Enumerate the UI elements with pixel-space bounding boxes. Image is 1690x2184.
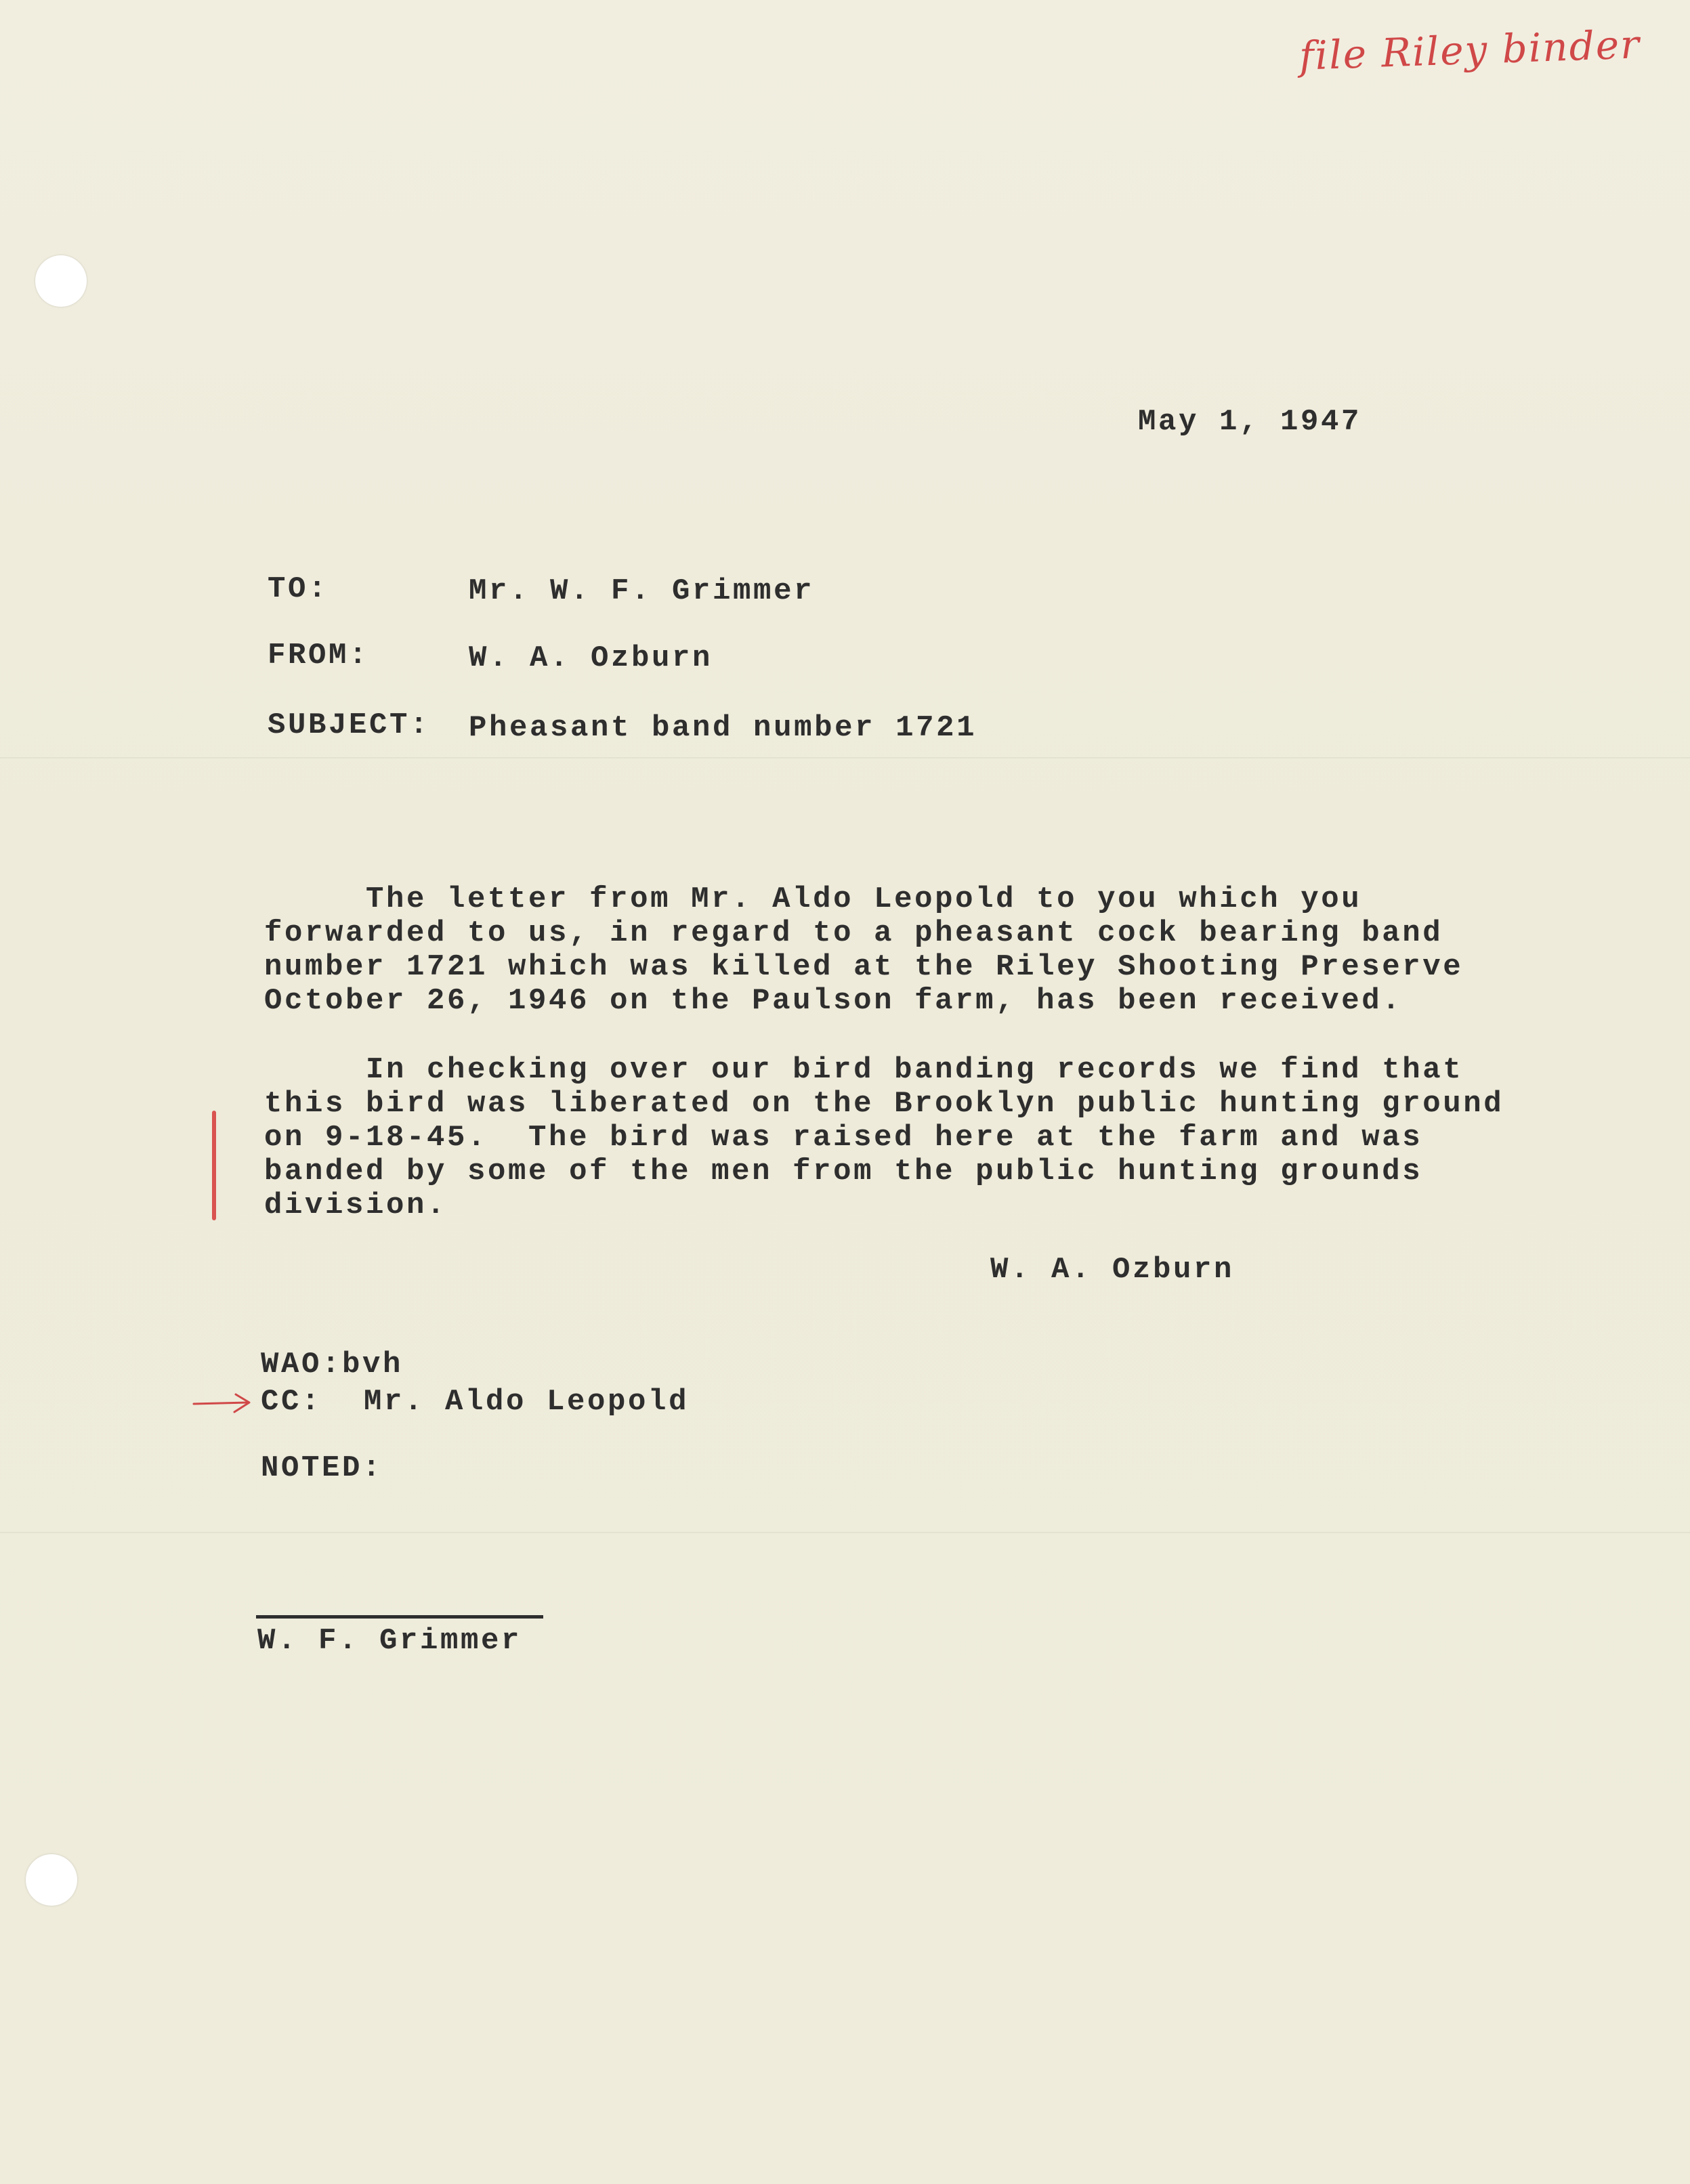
noted-label: NOTED: (261, 1451, 383, 1485)
cc-value: Mr. Aldo Leopold (364, 1385, 690, 1419)
body-line: The letter from Mr. Aldo Leopold to you which you (264, 882, 1362, 916)
signature-line (256, 1615, 543, 1619)
handwritten-annotation: file Riley binder (1298, 21, 1641, 79)
body-line: forwarded to us, in regard to a pheasant cock bearing band (264, 916, 1443, 950)
letter-date: May 1, 1947 (1138, 405, 1362, 439)
red-arrow-icon (191, 1390, 256, 1415)
body-line: October 26, 1946 on the Paulson farm, has been received. (264, 984, 1403, 1018)
body-line: this bird was liberated on the Brooklyn public hunting ground (264, 1087, 1504, 1121)
from-value: W. A. Ozburn (469, 641, 713, 675)
paper-fold-line (0, 1532, 1690, 1533)
punch-hole (35, 255, 87, 307)
red-margin-mark (212, 1111, 216, 1220)
signature-block: W. A. Ozburn (990, 1253, 1235, 1287)
body-line: In checking over our bird banding records we find that (264, 1053, 1464, 1087)
punch-hole (26, 1854, 77, 1906)
from-label: FROM: (268, 639, 370, 672)
to-label: TO: (268, 572, 329, 606)
subject-value: Pheasant band number 1721 (469, 711, 977, 745)
cc-label: CC: (261, 1385, 322, 1419)
to-value: Mr. W. F. Grimmer (469, 574, 815, 608)
body-line: division. (264, 1189, 448, 1222)
body-line: banded by some of the men from the public hunting grounds (264, 1155, 1423, 1189)
typist-initials: WAO:bvh (261, 1348, 404, 1382)
body-line: number 1721 which was killed at the Riley Shooting Preserve (264, 950, 1464, 984)
subject-label: SUBJECT: (268, 708, 431, 742)
body-line: on 9-18-45. The bird was raised here at the farm and was (264, 1121, 1423, 1155)
noted-name: W. F. Grimmer (257, 1624, 522, 1658)
paper-fold-line (0, 757, 1690, 758)
